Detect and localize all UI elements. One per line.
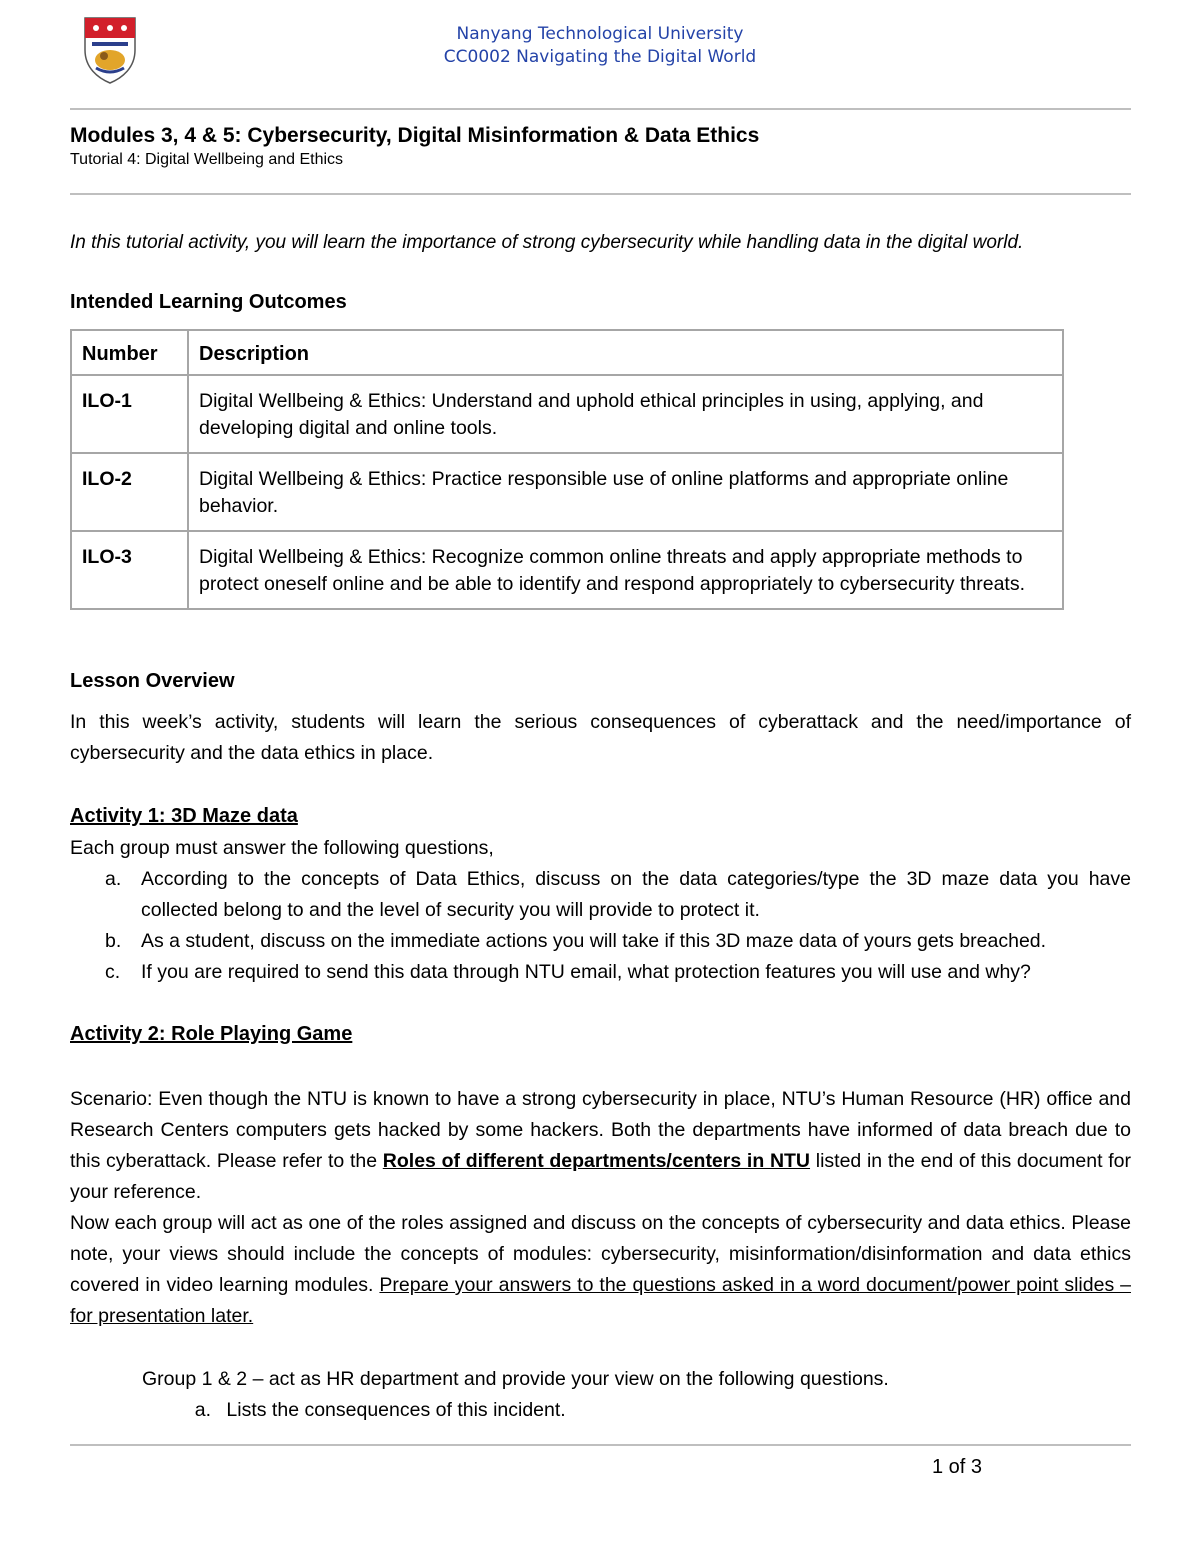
activity2-heading: Activity 2: Role Playing Game	[70, 1023, 353, 1045]
list-item-text: According to the concepts of Data Ethics, discuss on the data categories/type the 3D maze data you have collected belong to and the level of security you will provide to protect it.	[141, 868, 1131, 921]
module-title: Modules 3, 4 & 5: Cybersecurity, Digital Misinformation & Data Ethics	[70, 124, 760, 147]
column-header-description: Description	[188, 330, 1063, 375]
list-item	[70, 957, 1131, 988]
list-item	[70, 864, 1131, 926]
list-marker: c.	[105, 961, 121, 983]
footer-divider	[70, 1444, 1131, 1446]
scenario-paragraph	[70, 1084, 1131, 1332]
header-university: Nanyang Technological University	[456, 24, 744, 44]
ilo-table	[70, 329, 1064, 610]
list-item-text: If you are required to send this data through NTU email, what protection features you will use and why?	[141, 961, 1031, 983]
ilo-number: ILO-1	[71, 375, 188, 453]
list-marker: a.	[194, 1399, 211, 1421]
ilo-description: Digital Wellbeing & Ethics: Recognize common online threats and apply appropriate methods to protect oneself online and be able to identify and respond appropriately to cybersecurity threats.	[188, 531, 1063, 609]
ilo-heading: Intended Learning Outcomes	[70, 291, 347, 313]
list-marker: b.	[105, 930, 122, 952]
intro-text: In this tutorial activity, you will learn the importance of strong cybersecurity while handling data in the digital world.	[70, 232, 1024, 253]
header-divider	[70, 108, 1131, 110]
ilo-description: Digital Wellbeing & Ethics: Understand and uphold ethical principles in using, applying, and developing digital and online tools.	[188, 375, 1063, 453]
ilo-number: ILO-3	[71, 531, 188, 609]
column-header-number: Number	[71, 330, 188, 375]
overview-text: In this week’s activity, students will learn the serious consequences of cyberattack and the need/importance of cybersecurity and the data ethics in place.	[70, 711, 1131, 764]
tutorial-subtitle: Tutorial 4: Digital Wellbeing and Ethics	[70, 151, 344, 168]
prepare-note: Prepare your answers to the questions asked in a word document/power point slides – for presentation later.	[70, 1274, 1131, 1327]
scenario-text: Scenario: Even though the NTU is known to have a strong cybersecurity in place, NTU’s Human Resource (HR) office and Research Centers computers gets hacked by some hackers. Both the departments have informed of data breach due to this cyberattack. Please refer to the	[70, 1088, 1131, 1172]
scenario-text-end: listed in the end of this document for your reference.	[70, 1150, 1131, 1203]
list-marker: a.	[105, 868, 122, 890]
ilo-description: Digital Wellbeing & Ethics: Practice responsible use of online platforms and appropriate online behavior.	[188, 453, 1063, 531]
list-item	[70, 926, 1131, 957]
instructions-text: Now each group will act as one of the roles assigned and discuss on the concepts of cybersecurity and data ethics. Please note, your views should include the concepts of modules: cybersecurity, misinformation/disinformation and data ethics covered in video learning modules.	[70, 1212, 1131, 1296]
roles-link[interactable]: Roles of different departments/centers in NTU	[382, 1150, 811, 1172]
header-course: CC0002 Navigating the Digital World	[443, 47, 757, 67]
activity1-list	[70, 833, 1131, 988]
list-item-text: Lists the consequences of this incident.	[226, 1399, 566, 1421]
table-row	[71, 375, 1063, 453]
overview-heading: Lesson Overview	[70, 670, 235, 692]
group-list-item	[142, 1399, 566, 1422]
ilo-number: ILO-2	[71, 453, 188, 531]
table-row	[71, 531, 1063, 609]
activity1-lead: Each group must answer the following questions,	[70, 837, 494, 859]
title-divider	[70, 193, 1131, 195]
group-instruction: Group 1 & 2 – act as HR department and provide your view on the following questions.	[142, 1368, 889, 1390]
page-number: 1 of 3	[932, 1456, 983, 1478]
activity1-heading: Activity 1: 3D Maze data	[70, 805, 298, 827]
list-item-text: As a student, discuss on the immediate actions you will take if this 3D maze data of yours gets breached.	[141, 930, 1047, 952]
table-header-row	[71, 330, 1063, 375]
table-row	[71, 453, 1063, 531]
